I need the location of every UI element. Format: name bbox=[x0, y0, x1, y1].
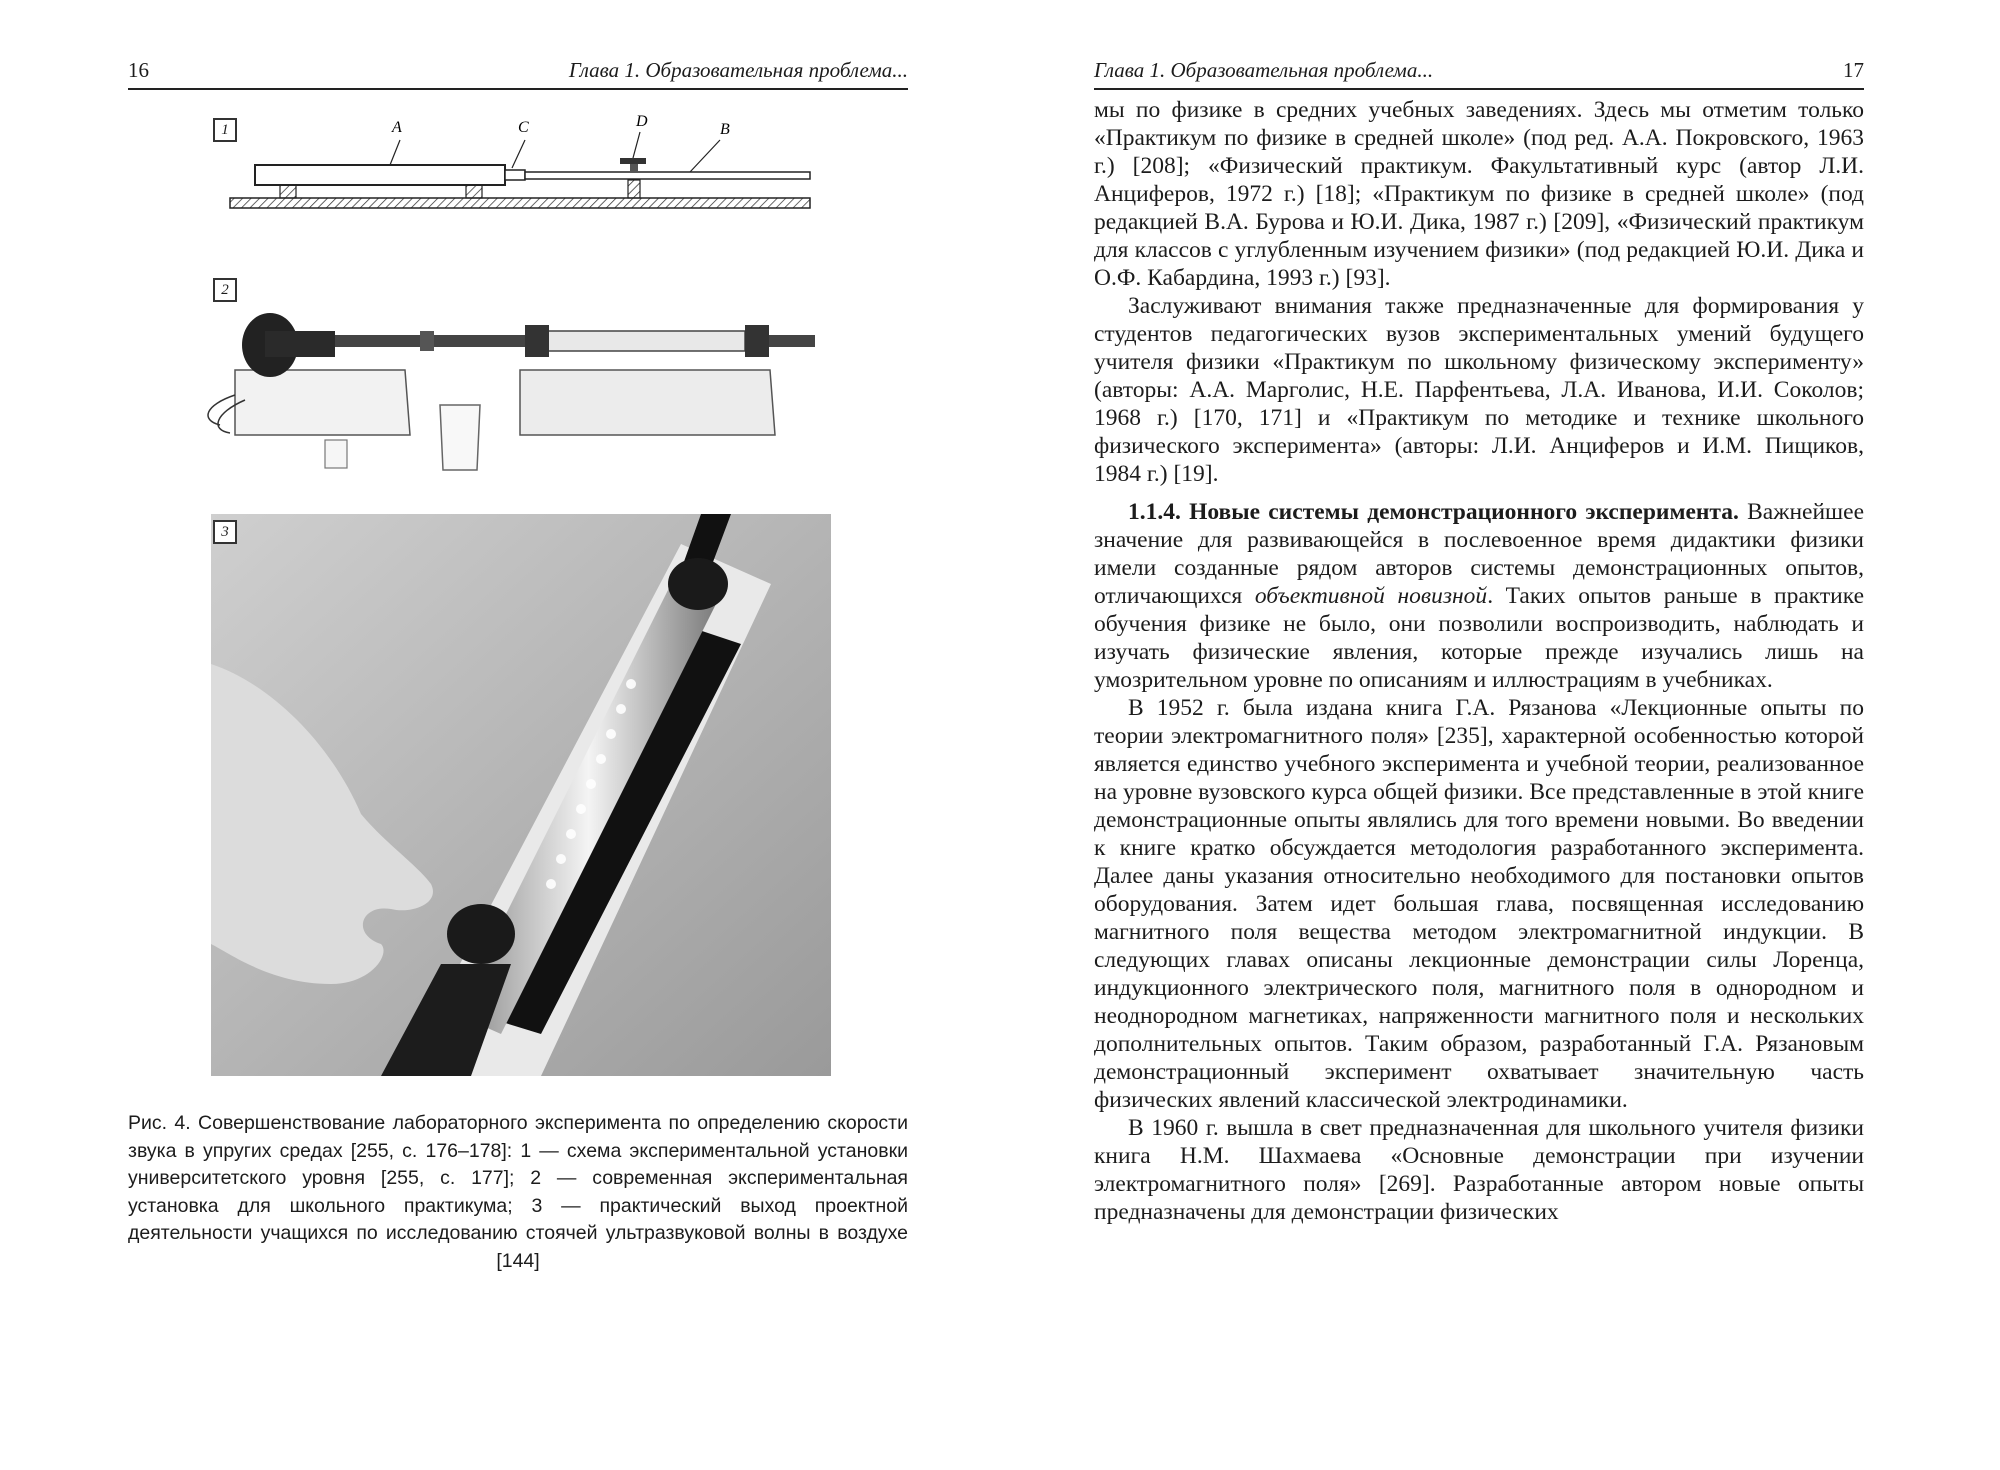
emitter-body bbox=[265, 331, 335, 357]
clamp-d-stem bbox=[630, 164, 638, 172]
right-page bbox=[1000, 0, 2000, 1470]
page-number-right: 17 bbox=[1843, 58, 1864, 82]
panel-label-2: 2 bbox=[213, 278, 237, 302]
glass-beaker bbox=[440, 405, 480, 470]
label-d: D bbox=[636, 113, 648, 130]
apparatus-drawing bbox=[195, 295, 835, 485]
paragraph-3-emphasis: объективной новизной bbox=[1254, 583, 1488, 609]
apparatus-photo bbox=[211, 514, 831, 1076]
label-c: C bbox=[518, 119, 529, 136]
running-head-right bbox=[1094, 52, 1864, 90]
page-number-left: 16 bbox=[128, 58, 149, 82]
schematic-diagram bbox=[220, 110, 820, 220]
running-title-right: Глава 1. Образовательная проблема... bbox=[1094, 58, 1434, 82]
panel-label-1: 1 bbox=[213, 118, 237, 142]
tube-cap-right bbox=[745, 325, 769, 357]
support-left bbox=[280, 184, 296, 198]
photo-end-cap-top bbox=[668, 558, 728, 610]
panel-label-3: 3 bbox=[213, 520, 237, 544]
paragraph-3-end: . Таких опытов раньше в практике обучения физике не было, они позволили воспроизводить, наблюдать и изучать физические явления, которые прежде изучались лишь на умозрительном уровне по описаниям и иллюстрациям в учебниках. bbox=[1094, 583, 1864, 693]
clamp-d-top bbox=[620, 158, 646, 164]
section-paragraph bbox=[1094, 498, 1864, 694]
body-text bbox=[1094, 96, 1864, 1226]
coupler-c bbox=[505, 170, 525, 180]
paragraph-2: Заслуживают внимания также предназначенные для формирования у студентов педагогических вузов экспериментальных умений будущего учителя физики «Практикум по школьному физическому эксперименту» (авторы: А.А. Марголис, Н.Е. Парфентьева, Л.А. Иванова, И.И. Соколов; 1968 г.) [170, 171] и «Практикум по методике и технике школьного физического эксперимента» (авторы: Л.И. Анциферов и И.М. Пищиков, 1984 г.) [19]. bbox=[1094, 293, 1864, 487]
rod-collar bbox=[420, 331, 434, 351]
right-block bbox=[520, 370, 775, 435]
tube-a bbox=[255, 165, 505, 185]
photo-end-cap-bottom bbox=[447, 904, 515, 964]
paragraph-3-start: Важнейшее значение для развивающейся в послевоенное время дидактики физики имели созданные рядом авторов системы демонстрационных опытов, отличающихся bbox=[1094, 499, 1865, 609]
glass-tube bbox=[535, 331, 745, 351]
tube-cap-left bbox=[525, 325, 549, 357]
running-head-left bbox=[128, 52, 908, 90]
figure-caption: Рис. 4. Совершенствование лабораторного эксперимента по определению скорости звука в упругих средах [255, с. 176–178]: 1 — схема экспериментальной установки университетского уровня [255, с. 177]; 2 — современная экспериментальная установка для школьного практикума; 3 — практический выход проектной деятельности учащихся по исследованию стоячей ультразвуковой волны в воздухе [144] bbox=[128, 1112, 908, 1272]
paragraph-5: В 1960 г. вышла в свет предназначенная для школьного учителя физики книга Н.М. Шахмаева «Основные демонстрации при изучении электромагнитного поля» [269]. Разработанные автором новые опыты предназначены для демонстрации физических bbox=[1094, 1115, 1864, 1225]
left-block bbox=[235, 370, 410, 435]
label-a: A bbox=[392, 119, 402, 136]
small-cylinder bbox=[325, 440, 347, 468]
running-title-left: Глава 1. Образовательная проблема... bbox=[568, 58, 908, 82]
label-b: B bbox=[720, 121, 730, 138]
support-middle bbox=[466, 184, 482, 198]
support-right bbox=[628, 180, 640, 198]
paragraph-1: мы по физике в средних учебных заведениях. Здесь мы отметим только «Практикум по физике в средней школе» (под ред. А.А. Покровского, 1963 г.) [208]; «Физический практикум. Факультативный курс (автор Л.И. Анциферов, 1972 г.) [18]; «Практикум по физике в средней школе» (под редакцией В.А. Бурова и Ю.И. Дика, 1987 г.) [209], «Физический практикум для классов с углубленным изучением физики» (под редакцией Ю.И. Дика и О.Ф. Кабардина, 1993 г.) [93]. bbox=[1094, 97, 1864, 291]
rod-b bbox=[525, 172, 810, 179]
section-heading: 1.1.4. Новые системы демонстрационного эксперимента. bbox=[1128, 499, 1739, 525]
base-plate bbox=[230, 198, 810, 208]
paragraph-4: В 1952 г. была издана книга Г.А. Рязанова «Лекционные опыты по теории электромагнитного поля» [235], характерной особенностью которой является единство учебного эксперимента и учебной теории, реализованное на уровне вузовского курса общей физики. Все представленные в этой книге демонстрационные опыты являлись для того времени новыми. Во введении к книге кратко обсуждается методология разработанного эксперимента. Далее даны указания относительно необходимого для постановки опытов оборудования. Затем идет большая глава, посвященная исследованию магнитного поля вещества методом электромагнитной индукции. В следующих главах описаны лекционные демонстрации силы Лоренца, индукционного электрического поля, магнитного поля в однородном и неоднородном магнетиках, напряженности магнитного поля и нескольких дополнительных опытов. Таким образом, разработанный Г.А. Рязановым демонстрационный эксперимент охватывает значительную часть физических явлений классической электродинамики. bbox=[1094, 695, 1864, 1113]
